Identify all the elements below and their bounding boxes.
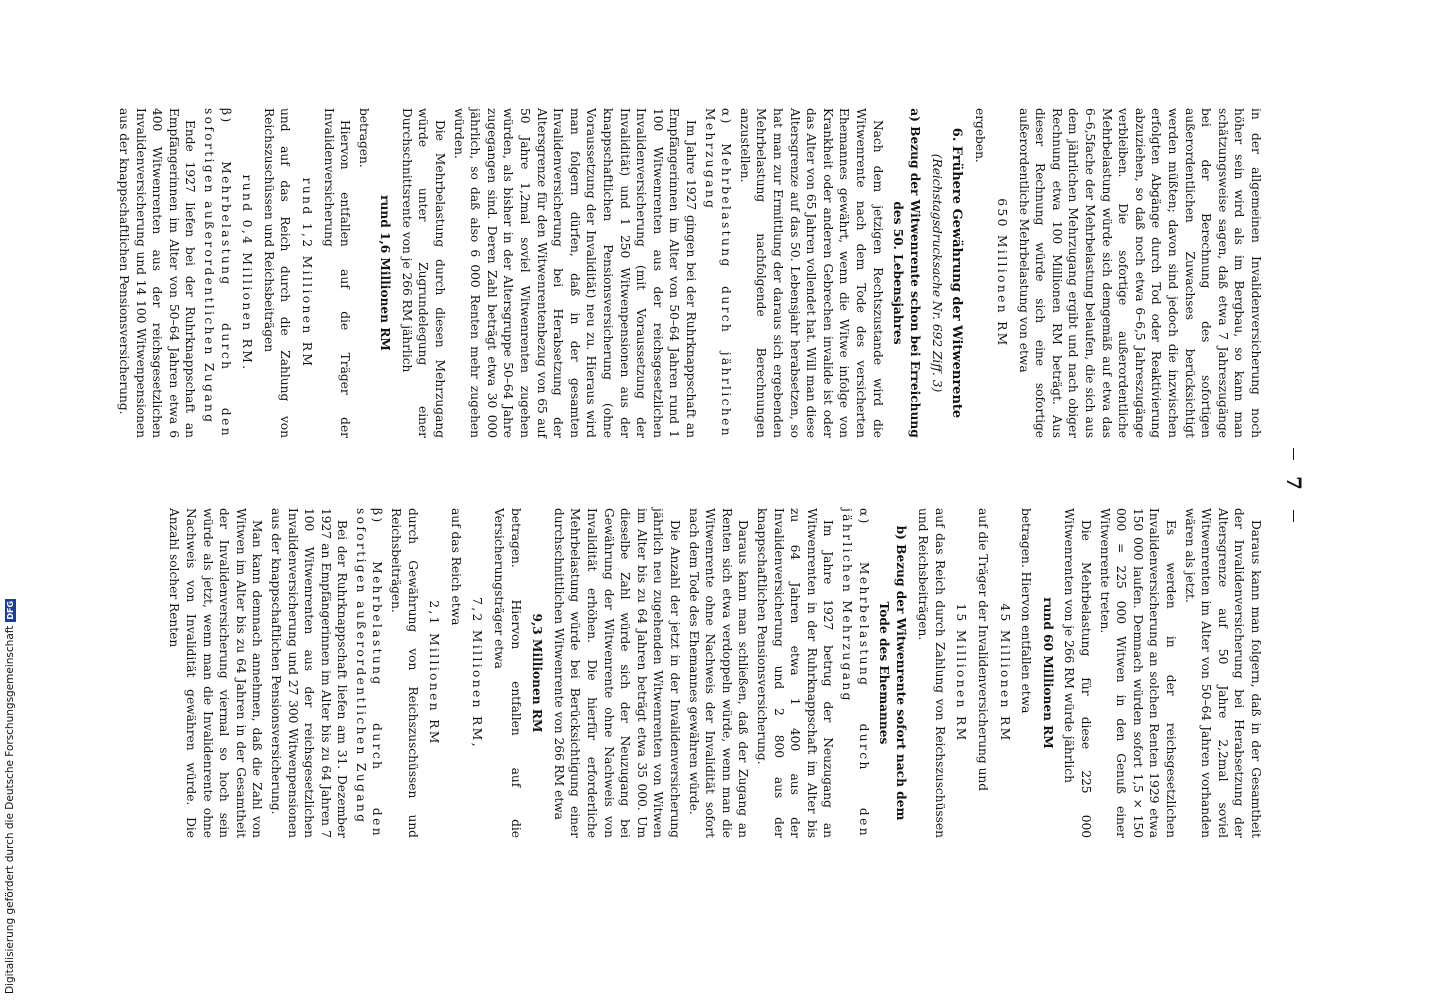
subsection-heading: a) Bezug der Witwenrente schon bei Erreichung des 50. Lebensjahres [891,108,922,438]
right-column [164,508,1264,838]
subsection-heading: α) Mehrbelastung durch den jährlichen Mehrzugang [839,508,871,838]
paragraph: Bei der Ruhrknappschaft liefen am 31. Dezember 1927 an Empfängerinnen im Alter bis zu 64 Jahren 7 100 Witwenrenten aus der reichsgesetzlichen Invalidenversicherung und 27 300 Witwenpensionen aus der knappschaftlichen Pensionsversicherung. [268,508,350,838]
amount: 7,2 Millionen RM, [470,597,485,749]
amount: rund 1,6 Millionen RM [378,195,393,351]
amount: 45 Millionen RM [997,603,1012,743]
section-subheading: (Reichstagsdrucksache Nr. 692 Ziff. 3) [930,153,945,393]
page-number-dash-left [1293,448,1294,460]
paragraph: und auf das Reich durch die Zahlung von Reichszuschüssen und Reichsbeiträgen [261,108,293,438]
left-column [113,108,1264,438]
amount: rund 60 Millionen RM [1040,597,1055,749]
paragraph: Man kann demnach annehmen, daß die Zahl von Witwen im Alter bis zu 64 Jahren in der Gesamtheit der Invalidenversicherung viermal so hoch sein würde als jetzt, wenn man die Invalidenrente ohne Nachweis von Invalidität gewähren würde. Die Anzahl solcher Renten [167,508,265,838]
amount: 9,3 Millionen RM [530,613,545,733]
page-number: 7 [1282,476,1306,490]
paragraph: betragen. Hiervon entfallen etwa [1019,508,1034,714]
paragraph: Die Anzahl der jetzt in der Invalidenversicherung jährlich neu zugehenden Witwenrenten von Witwen im Alter bis zu 64 Jahren beträgt etwa 35 000. Um dieselbe Zahl würde sich der Neuzugang bei Gewährung der Witwenrente ohne Nachweis von Invalidität erhöhen. Die hierfür erforderliche Mehrbelastung würde bei Berücksichtigung einer durchschnittlichen Witwenrente von 266 RM etwa [551,508,682,838]
subsection-heading: α) Mehrbelastung durch jährlichen Mehrzugang [702,108,734,438]
paragraph: auf die Träger der Invalidenversicherung und [976,508,991,792]
amount: rund 1,2 Millionen RM [299,177,314,369]
dfg-logo: DFG [5,600,15,620]
subsection-heading: β) Mehrbelastung durch den sofortigen außerordentlichen Zugang [201,108,233,438]
subsection-heading: β) Mehrbelastung durch den sofortigen außerordentlichen Zugang [353,508,385,838]
amount: 15 Millionen RM [954,603,969,743]
paragraph: auf das Reich durch Zahlung von Reichszuschüssen und Reichsbeiträgen. [916,508,947,838]
paragraph: Die Mehrbelastung durch diesen Mehrzugang würde unter Zugrundelegung einer Durchschnittsrente von je 266 RM jährlich [399,108,448,438]
paragraph: Es werden in der reichsgesetzlichen Invalidenversicherung an solchen Renten 1929 etwa 150 000 laufen. Demnach würden sofort 1,5 × 150 000 = 225 000 Witwen in den Genuß einer Witwenrente treten. [1097,508,1179,838]
amount: 650 Millionen RM [995,198,1010,348]
paragraph: ergeben. [973,108,988,163]
paragraph: durch Gewährung von Reichszuschüssen und Reichsbeiträgen. [389,508,420,838]
paragraph: Nach dem jetzigen Rechtszustande wird die Witwenrente nach dem Tode des versicherten Ehemannes gewährt, wenn die Witwe infolge von Krankheit oder anderen Gebrechen invalide ist oder das Alter von 65 Jahren vollendet hat. Will man diese Altersgrenze auf das 50. Lebensjahr herabsetzen, so hat man zur Ermittlung der daraus sich ergebenden Mehrbelastung nachfolgende Berechnungen anzustellen. [737,108,885,438]
amount: 2,1 Millionen RM [427,600,442,746]
paragraph: Im Jahre 1927 gingen bei der Ruhrknappschaft an Empfängerinnen im Alter von 50–64 Jahren rund 1 100 Witwenrenten aus der reichsgesetzlichen Invalidenversicherung (mit Voraussetzung der Invalidität) und 1 250 Witwenpensionen aus der knappschaftlichen Pensionsversicherung (ohne Voraussetzung der Invalidität) neu zu. Hieraus wird man folgern dürfen, daß in der gesamten Invalidenversicherung bei Herabsetzung der Altersgrenze für den Witwenrentenbezug von 65 auf 50 Jahre 1,2mal soviel Witwenrenten zugehen würden, als bisher in der Altersgruppe 50–64 Jahre zugegangen sind. Deren Zahl beträgt etwa 30 000 jährlich, so daß also 6 000 Renten mehr zugehen würden. [451,108,698,438]
footer-text: Digitalisierung gefördert durch die Deutsche Forschungsgemeinschaft [4,625,16,994]
paragraph: betragen. Hiervon entfallen auf die Versicherungsträger etwa [492,508,523,838]
paragraph: Im Jahre 1927 betrug der Neuzugang an Witwenrenten in der Ruhrknappschaft im Alter bis zu 64 Jahren etwa 1 400 aus der Invalidenversicherung und 2 800 aus der knappschaftlichen Pensionsversicherung. [754,508,836,838]
paragraph: in der allgemeinen Invalidenversicherung noch höher sein wird als im Bergbau, so kann man schätzungsweise sagen, daß etwa 7 Jahreszugänge bei der Berechnung des sofortigen außerordentlichen Zuwachses berücksichtigt werden müßten; davon sind jedoch die inzwischen erfolgten Abgänge durch Tod oder Reaktivierung abzuziehen, so daß noch etwa 6–6,5 Jahreszugänge verbleiben. Die sofortige außerordentliche Mehrbelastung würde sich demgemäß auf etwa das 6–6,5fache der Mehrbelastung belaufen, die sich aus dem jährlichen Mehrzugang ergibt und nach obiger Rechnung etwa 100 Millionen RM beträgt. Aus dieser Rechnung würde sich eine sofortige außerordentliche Mehrbelastung von etwa [1016,108,1263,438]
paragraph: betragen. [356,108,371,168]
paragraph: Hiervon entfallen auf die Träger der Invalidenversicherung [321,108,353,438]
page-number-dash-right [1293,510,1294,522]
digitization-footer [4,599,16,994]
paragraph: Daraus kann man folgern, daß in der Gesamtheit der Invalidenversicherung bei Herabsetzung der Altersgrenze auf 50 Jahre 2,2mal soviel Witwenrenten im Alter von 50–64 Jahren vorhanden wären als jetzt. [1182,508,1263,838]
paragraph: Ende 1927 liefen bei der Ruhrknappschaft an Empfängerinnen im Alter von 50–64 Jahren etwa 6 400 Witwenrenten aus der reichsgesetzlichen Invalidenversicherung und 14 100 Witwenpensionen aus der knappschaftlichen Pensionsversicherung. [117,108,198,438]
subsection-heading: b) Bezug der Witwenrente sofort nach dem Tode des Ehemannes [877,525,908,821]
section-heading: 6. Frühere Gewährung der Witwenrente [948,127,964,419]
paragraph: Daraus kann man schließen, daß der Zugang an Renten sich etwa verdoppeln würde, wenn man die Witwenrente ohne Nachweis der Invalidität sofort nach dem Tode des Ehemannes gewähren würde. [686,508,751,838]
paragraph: auf das Reich etwa [448,508,463,626]
amount: rund 0,4 Millionen RM. [240,174,255,372]
paragraph: Die Mehrbelastung für diese 225 000 Witwenrenten von je 266 RM würde jährlich [1062,508,1094,838]
